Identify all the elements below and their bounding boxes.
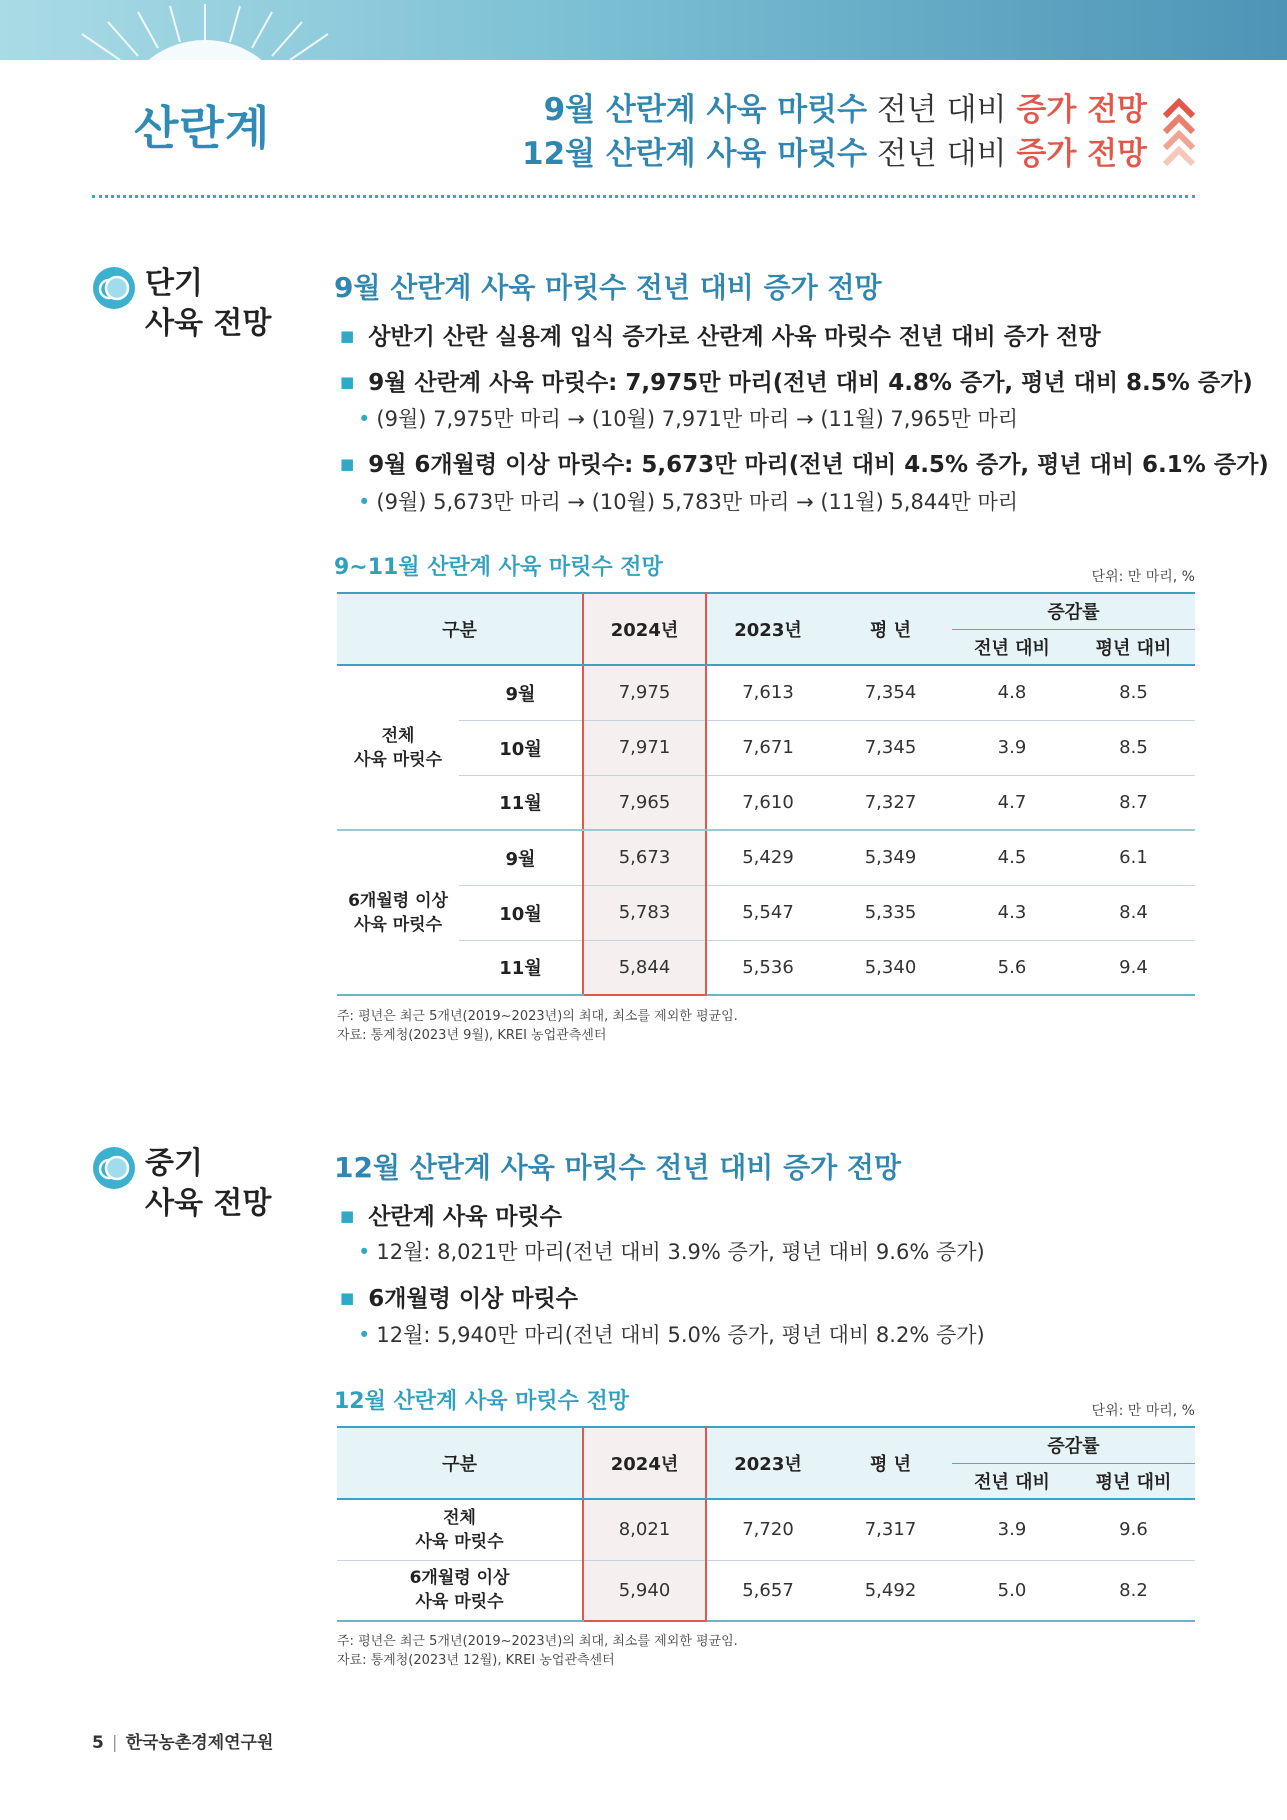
sub-item: • (9월) 5,673만 마리 → (10월) 5,783만 마리 → (11월) 5,844만 마리 — [358, 486, 1018, 516]
month-cell: 9월 — [459, 830, 583, 885]
headline-1-middle: 전년 대비 — [867, 92, 1017, 128]
mid-term-label-line1: 중기 — [145, 1146, 203, 1181]
cell-2023: 7,671 — [706, 720, 829, 775]
page-number: 5 — [92, 1733, 104, 1753]
group-label — [337, 830, 459, 995]
short-term-label-line2: 사육 전망 — [145, 306, 272, 341]
header-yoy: 전년 대비 — [952, 629, 1072, 665]
cell-average: 7,345 — [829, 720, 952, 775]
mid-term-table — [337, 1426, 1195, 1622]
headline-1-outlook: 증가 전망 — [1016, 92, 1147, 128]
cell-2024: 7,975 — [583, 665, 706, 720]
note-source: 자료: 통계청(2023년 12월), KREI 농업관측센터 — [337, 1653, 615, 1668]
up-chevrons-icon — [1162, 96, 1196, 170]
table-row — [337, 775, 1195, 830]
mid-term-label-line2: 사육 전망 — [145, 1186, 272, 1221]
cell-average: 5,349 — [829, 830, 952, 885]
page-footer — [92, 1728, 273, 1753]
cell-vs-avg: 8.7 — [1072, 775, 1195, 830]
table-row — [337, 830, 1195, 885]
month-cell: 10월 — [459, 720, 583, 775]
row-label-line1: 전체 — [443, 1507, 476, 1528]
header-growth: 증감률 — [952, 1427, 1195, 1463]
header-vs-avg: 평년 대비 — [1072, 1463, 1195, 1499]
group-label-line1: 6개월령 이상 — [348, 890, 448, 911]
sub-item: • (9월) 7,975만 마리 → (10월) 7,971만 마리 → (11월) 7,965만 마리 — [358, 403, 1018, 433]
cell-average: 7,327 — [829, 775, 952, 830]
header-growth: 증감률 — [952, 593, 1195, 629]
cell-yoy: 4.8 — [952, 665, 1072, 720]
table-row — [337, 1560, 1195, 1621]
cell-yoy: 3.9 — [952, 720, 1072, 775]
cell-vs-avg: 8.4 — [1072, 885, 1195, 940]
row-label — [337, 1560, 583, 1621]
note-footnote: 주: 평년은 최근 5개년(2019~2023년)의 최대, 최소를 제외한 평균임. — [337, 1634, 738, 1649]
month-cell: 11월 — [459, 940, 583, 995]
group-label-line1: 전체 — [381, 725, 415, 746]
top-banner — [0, 0, 1287, 60]
note-footnote: 주: 평년은 최근 5개년(2019~2023년)의 최대, 최소를 제외한 평균임. — [337, 1009, 738, 1024]
group-label-line2: 사육 마릿수 — [353, 914, 443, 935]
table-row — [337, 885, 1195, 940]
section-bubble-icon — [92, 266, 136, 310]
header-category: 구분 — [337, 1427, 583, 1499]
sub-item: • 12월: 8,021만 마리(전년 대비 3.9% 증가, 평년 대비 9.6% 증가) — [358, 1236, 985, 1266]
unit-label: 단위: 만 마리, % — [1091, 569, 1195, 585]
header-2023: 2023년 — [706, 593, 829, 665]
table-title: 12월 산란계 사육 마릿수 전망 — [334, 1389, 630, 1414]
mid-term-label — [145, 1144, 271, 1224]
cell-average: 5,335 — [829, 885, 952, 940]
headline-2-subject: 12월 산란계 사육 마릿수 — [522, 136, 868, 172]
bullet-item: ■ 상반기 산란 실용계 입식 증가로 산란계 사육 마릿수 전년 대비 증가 전망 — [340, 318, 1101, 351]
cell-2023: 7,720 — [706, 1499, 829, 1560]
cell-2024: 8,021 — [583, 1499, 706, 1560]
cell-vs-avg: 6.1 — [1072, 830, 1195, 885]
table-row — [337, 720, 1195, 775]
cell-2024: 7,965 — [583, 775, 706, 830]
cell-2024: 5,783 — [583, 885, 706, 940]
bullet-item: ■ 9월 6개월령 이상 마릿수: 5,673만 마리(전년 대비 4.5% 증가, 평년 대비 6.1% 증가) — [340, 446, 1269, 479]
section-bubble-icon — [92, 1146, 136, 1190]
cell-vs-avg: 8.2 — [1072, 1560, 1195, 1621]
headline-1-subject: 9월 산란계 사육 마릿수 — [543, 92, 868, 128]
footer-org: 한국농촌경제연구원 — [125, 1733, 274, 1753]
cell-2024: 5,673 — [583, 830, 706, 885]
cell-vs-avg: 9.6 — [1072, 1499, 1195, 1560]
table-note — [337, 1632, 738, 1670]
table-note — [337, 1007, 738, 1045]
cell-vs-avg: 8.5 — [1072, 720, 1195, 775]
header-2023: 2023년 — [706, 1427, 829, 1499]
row-label — [337, 1499, 583, 1560]
header-vs-avg: 평년 대비 — [1072, 629, 1195, 665]
cell-vs-avg: 8.5 — [1072, 665, 1195, 720]
row-label-line2: 사육 마릿수 — [415, 1531, 504, 1552]
cell-2023: 5,536 — [706, 940, 829, 995]
cell-yoy: 5.0 — [952, 1560, 1072, 1621]
short-term-title: 9월 산란계 사육 마릿수 전년 대비 증가 전망 — [334, 271, 882, 304]
row-label-line1: 6개월령 이상 — [409, 1568, 510, 1589]
sunburst-decoration — [0, 0, 420, 60]
table-row — [337, 665, 1195, 720]
month-cell: 10월 — [459, 885, 583, 940]
cell-2024: 5,844 — [583, 940, 706, 995]
header-average: 평 년 — [829, 593, 952, 665]
cell-yoy: 4.5 — [952, 830, 1072, 885]
headline-block — [522, 88, 1147, 176]
cell-average: 7,317 — [829, 1499, 952, 1560]
cell-2023: 5,429 — [706, 830, 829, 885]
unit-label: 단위: 만 마리, % — [1091, 1403, 1195, 1419]
headline-2-outlook: 증가 전망 — [1016, 136, 1147, 172]
headline-2 — [522, 132, 1147, 176]
header-divider — [92, 195, 1195, 198]
short-term-table — [337, 592, 1195, 996]
row-label-line2: 사육 마릿수 — [415, 1592, 504, 1613]
header-yoy: 전년 대비 — [952, 1463, 1072, 1499]
header-2024: 2024년 — [583, 593, 706, 665]
footer-separator: | — [111, 1733, 118, 1753]
table-title: 9~11월 산란계 사육 마릿수 전망 — [334, 555, 663, 580]
header-average: 평 년 — [829, 1427, 952, 1499]
group-label — [337, 665, 459, 830]
cell-2023: 7,610 — [706, 775, 829, 830]
cell-yoy: 4.3 — [952, 885, 1072, 940]
cell-vs-avg: 9.4 — [1072, 940, 1195, 995]
month-cell: 9월 — [459, 665, 583, 720]
header-category: 구분 — [337, 593, 583, 665]
category-title: 산란계 — [134, 101, 271, 155]
cell-2024: 7,971 — [583, 720, 706, 775]
mid-term-title: 12월 산란계 사육 마릿수 전년 대비 증가 전망 — [334, 1151, 902, 1184]
cell-2023: 5,657 — [706, 1560, 829, 1621]
cell-2023: 5,547 — [706, 885, 829, 940]
short-term-label — [145, 264, 271, 344]
table-row — [337, 940, 1195, 995]
month-cell: 11월 — [459, 775, 583, 830]
bullet-item: ■ 9월 산란계 사육 마릿수: 7,975만 마리(전년 대비 4.8% 증가, 평년 대비 8.5% 증가) — [340, 364, 1253, 397]
cell-yoy: 3.9 — [952, 1499, 1072, 1560]
cell-2024: 5,940 — [583, 1560, 706, 1621]
header-2024: 2024년 — [583, 1427, 706, 1499]
group-label-line2: 사육 마릿수 — [353, 749, 443, 770]
headline-1 — [522, 88, 1147, 132]
note-source: 자료: 통계청(2023년 9월), KREI 농업관측센터 — [337, 1028, 607, 1043]
cell-2023: 7,613 — [706, 665, 829, 720]
table-row — [337, 1499, 1195, 1560]
cell-yoy: 5.6 — [952, 940, 1072, 995]
bullet-item: ■ 6개월령 이상 마릿수 — [340, 1280, 578, 1313]
sub-item: • 12월: 5,940만 마리(전년 대비 5.0% 증가, 평년 대비 8.2% 증가) — [358, 1319, 985, 1349]
cell-average: 5,340 — [829, 940, 952, 995]
bullet-item: ■ 산란계 사육 마릿수 — [340, 1198, 562, 1231]
cell-average: 5,492 — [829, 1560, 952, 1621]
short-term-label-line1: 단기 — [145, 266, 203, 301]
headline-2-middle: 전년 대비 — [867, 136, 1017, 172]
cell-yoy: 4.7 — [952, 775, 1072, 830]
cell-average: 7,354 — [829, 665, 952, 720]
